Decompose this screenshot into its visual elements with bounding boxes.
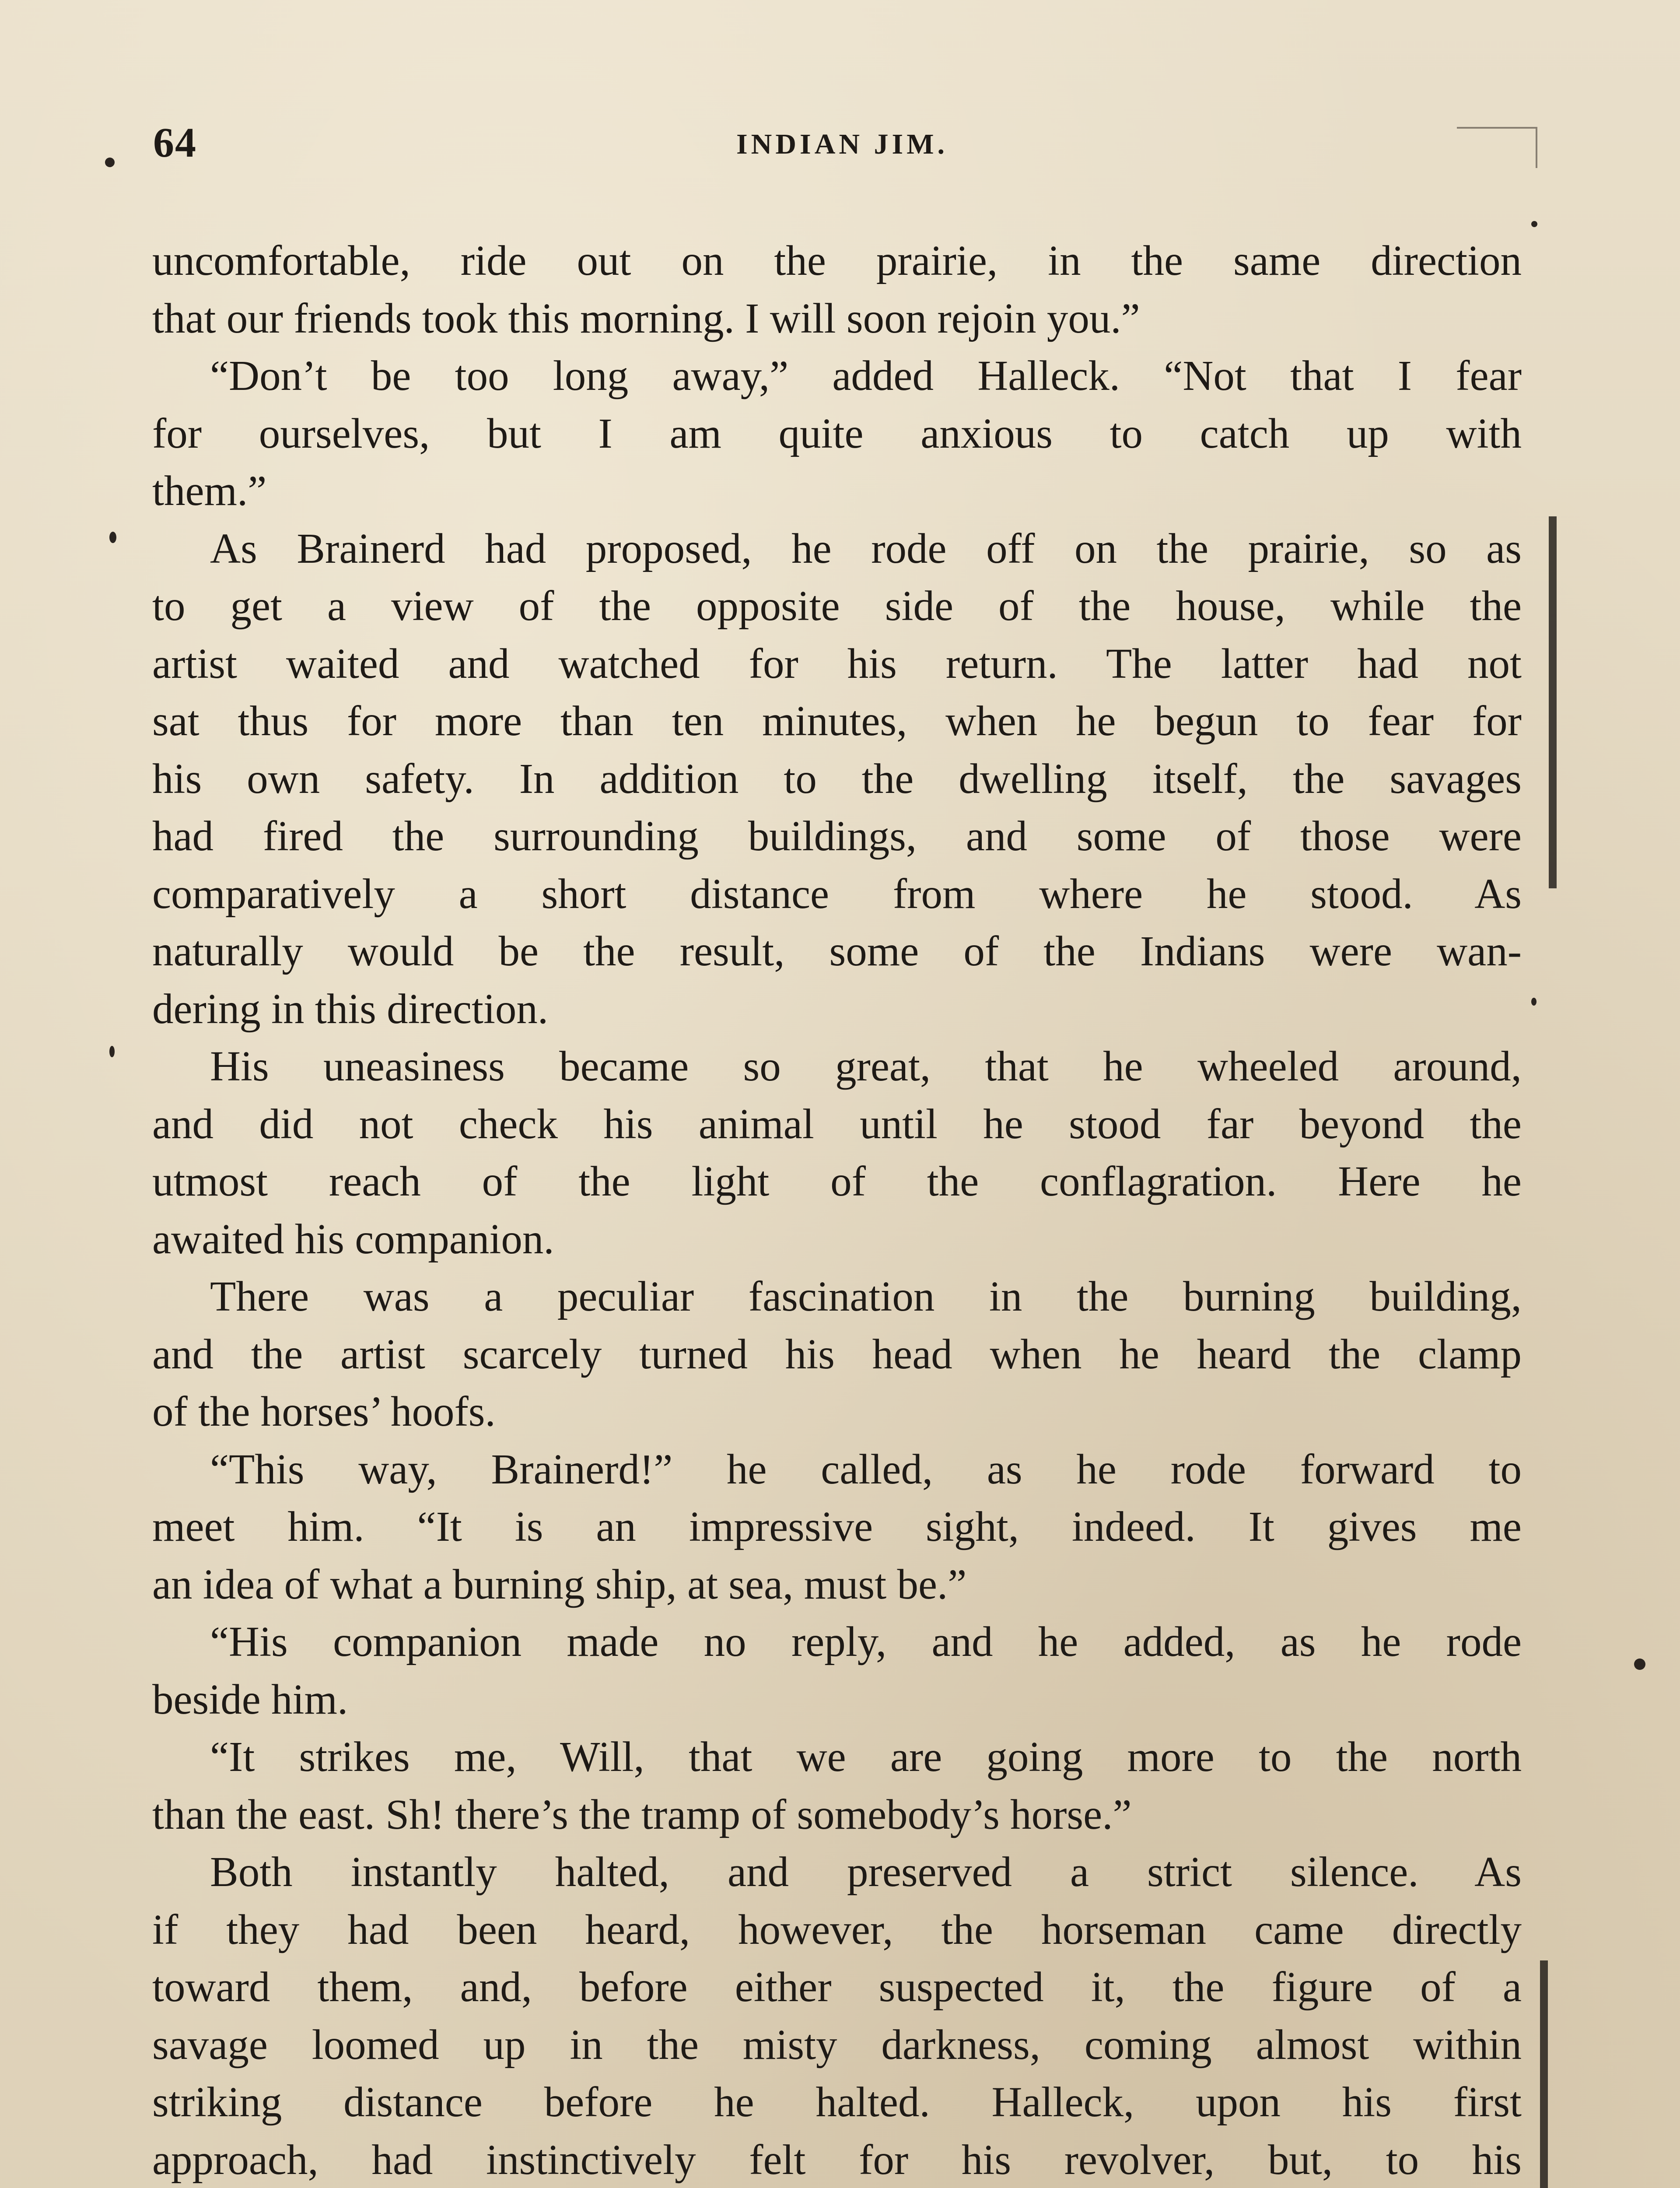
text-line: striking distance before he halted. Halleck, upon his first xyxy=(152,2079,1522,2125)
text-line: for ourselves, but I am quite anxious to catch up with xyxy=(152,410,1522,457)
text-line: “Don’t be too long away,” added Halleck. “Not that I fear xyxy=(210,352,1522,399)
ink-speck xyxy=(1634,1659,1645,1670)
text-line: approach, had instinctively felt for his revolver, but, to his xyxy=(152,2136,1522,2183)
ink-speck xyxy=(105,158,115,167)
text-line: toward them, and, before either suspected it, the figure of a xyxy=(152,1964,1522,2010)
text-line: of the horses’ hoofs. xyxy=(152,1388,496,1435)
corner-crease xyxy=(1457,127,1537,168)
text-line: meet him. “It is an impressive sight, indeed. It gives me xyxy=(152,1503,1522,1550)
text-line: beside him. xyxy=(152,1676,348,1723)
text-line: utmost reach of the light of the conflagration. Here he xyxy=(152,1158,1522,1205)
page-number: 64 xyxy=(153,119,197,166)
text-line: artist waited and watched for his return. The latter had not xyxy=(152,640,1522,687)
text-line: to get a view of the opposite side of the house, while the xyxy=(152,582,1522,629)
text-line: “It strikes me, Will, that we are going more to the north xyxy=(210,1733,1522,1780)
text-line: awaited his companion. xyxy=(152,1215,554,1262)
text-line: uncomfortable, ride out on the prairie, in the same direction xyxy=(152,237,1522,284)
text-line: had fired the surrounding buildings, and some of those were xyxy=(152,813,1522,859)
text-line: and the artist scarcely turned his head when he heard the clamp xyxy=(152,1330,1522,1378)
text-line: “This way, Brainerd!” he called, as he rode forward to xyxy=(210,1445,1522,1493)
text-line: sat thus for more than ten minutes, when he begun to fear for xyxy=(152,698,1522,744)
text-line: There was a peculiar fascination in the burning building, xyxy=(210,1273,1522,1320)
body-text xyxy=(152,232,1522,2188)
text-line: than the east. Sh! there’s the tramp of somebody’s horse.” xyxy=(152,1791,1132,1838)
text-line: his own safety. In addition to the dwelling itself, the savages xyxy=(152,755,1522,802)
running-title: INDIAN JIM. xyxy=(736,128,948,160)
text-line: an idea of what a burning ship, at sea, must be.” xyxy=(152,1560,967,1608)
ink-speck xyxy=(109,532,116,543)
text-line: that our friends took this morning. I will soon rejoin you.” xyxy=(152,295,1140,342)
text-line: savage loomed up in the misty darkness, coming almost within xyxy=(152,2021,1522,2068)
text-line: dering in this direction. xyxy=(152,985,549,1032)
text-line: comparatively a short distance from where he stood. As xyxy=(152,870,1522,917)
text-line: naturally would be the result, some of the Indians were wan- xyxy=(152,928,1522,975)
ink-speck xyxy=(1531,998,1536,1006)
text-line: “His companion made no reply, and he added, as he rode xyxy=(210,1618,1522,1665)
text-line: and did not check his animal until he stood far beyond the xyxy=(152,1100,1522,1147)
ink-speck xyxy=(1531,221,1537,227)
text-line: As Brainerd had proposed, he rode off on the prairie, so as xyxy=(210,525,1522,572)
text-line: if they had been heard, however, the horseman came directly xyxy=(152,1906,1522,1953)
text-line: His uneasiness became so great, that he wheeled around, xyxy=(210,1043,1522,1090)
margin-ink-bar xyxy=(1549,516,1557,888)
running-head xyxy=(153,118,1531,175)
margin-ink-bar xyxy=(1540,1960,1548,2188)
ink-speck xyxy=(109,1046,115,1057)
text-line: Both instantly halted, and preserved a strict silence. As xyxy=(210,1848,1522,1895)
text-line: them.” xyxy=(152,467,267,514)
